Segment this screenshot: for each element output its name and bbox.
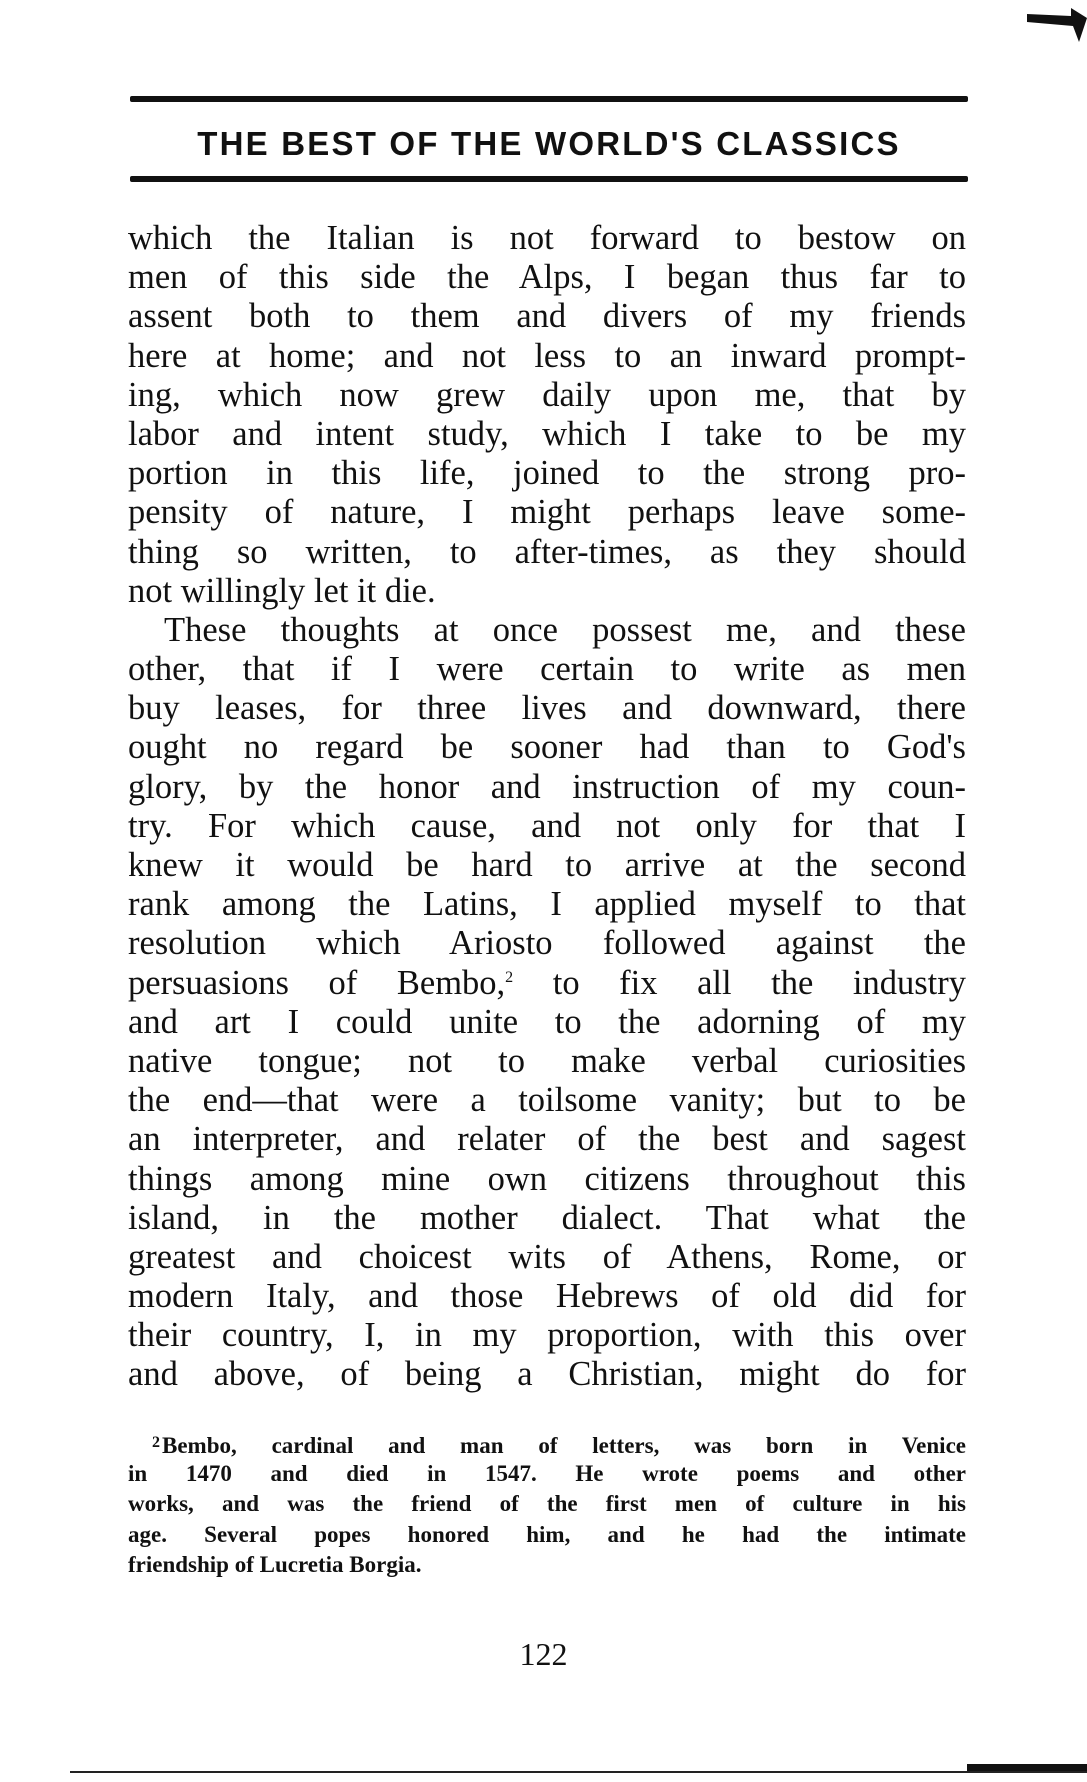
body-text <box>128 219 966 1395</box>
footnote-reference: 2 <box>505 968 514 986</box>
page-number: 122 <box>519 1636 568 1672</box>
text-line: things among mine own citizens throughout this <box>128 1159 966 1198</box>
page-corner-arrow-icon <box>1027 6 1087 46</box>
running-head-title: THE BEST OF THE WORLD'S CLASSICS <box>197 125 901 162</box>
text-line-start: persuasions of Bembo, <box>128 963 506 1002</box>
footnote-marker: 2 <box>152 1434 160 1451</box>
text-line: These thoughts at once possest me, and these <box>164 610 966 649</box>
text-line: and art I could unite to the adorning of my <box>128 1002 966 1041</box>
text-line: portion in this life, joined to the strong pro- <box>128 454 966 493</box>
text-line: their country, I, in my proportion, with this over <box>128 1316 966 1355</box>
text-line: and above, of being a Christian, might do for <box>128 1355 966 1394</box>
text-line: island, in the mother dialect. That what the <box>128 1198 966 1237</box>
text-line: knew it would be hard to arrive at the second <box>128 846 966 884</box>
text-line: greatest and choicest wits of Athens, Rome, or <box>128 1237 966 1276</box>
footnote-line: friendship of Lucretia Borgia. <box>128 1552 422 1577</box>
text-line: assent both to them and divers of my friends <box>128 297 966 336</box>
footnote-line-text: Bembo, cardinal and man of letters, was born in Venice <box>162 1433 966 1458</box>
text-line: the end—that were a toilsome vanity; but to be <box>128 1081 966 1120</box>
text-line: buy leases, for three lives and downward, there <box>128 689 966 728</box>
text-line: men of this side the Alps, I began thus far to <box>128 258 966 297</box>
page-bottom-rule-end <box>967 1764 1087 1771</box>
header-rule-bottom <box>130 176 968 182</box>
text-line: modern Italy, and those Hebrews of old did for <box>128 1277 966 1316</box>
text-line: thing so written, to after-times, as they should <box>128 532 966 571</box>
text-line: resolution which Ariosto followed against the <box>128 924 966 963</box>
footnote-line: in 1470 and died in 1547. He wrote poems and other <box>128 1460 966 1486</box>
text-line: here at home; and not less to an inward prompt- <box>128 336 966 375</box>
text-line: which the Italian is not forward to bestow on <box>128 219 966 257</box>
text-line: try. For which cause, and not only for that I <box>128 806 966 845</box>
footnote-line <box>128 1428 966 1459</box>
text-line: an interpreter, and relater of the best and sagest <box>128 1120 966 1159</box>
text-line: native tongue; not to make verbal curiosities <box>128 1041 966 1080</box>
text-line: ing, which now grew daily upon me, that by <box>128 375 966 414</box>
footnote-line: age. Several popes honored him, and he had the intimate <box>128 1521 966 1547</box>
footnote-line: works, and was the friend of the first men of culture in his <box>128 1491 966 1516</box>
text-line: rank among the Latins, I applied myself to that <box>128 885 966 924</box>
text-line: not willingly let it die. <box>128 571 436 610</box>
text-line: other, that if I were certain to write as men <box>128 650 966 689</box>
header-rule-top <box>130 96 968 102</box>
text-line-end: to fix all the industry <box>513 963 966 1002</box>
text-line: ought no regard be sooner had than to God's <box>128 728 966 767</box>
text-line: pensity of nature, I might perhaps leave some- <box>128 493 966 532</box>
text-line-with-footnote-ref <box>128 964 966 1003</box>
page-bottom-rule <box>70 1771 1087 1773</box>
footnote <box>128 1428 966 1581</box>
text-line: labor and intent study, which I take to be my <box>128 414 966 453</box>
running-head <box>130 96 968 182</box>
text-line: glory, by the honor and instruction of my coun- <box>128 767 966 806</box>
